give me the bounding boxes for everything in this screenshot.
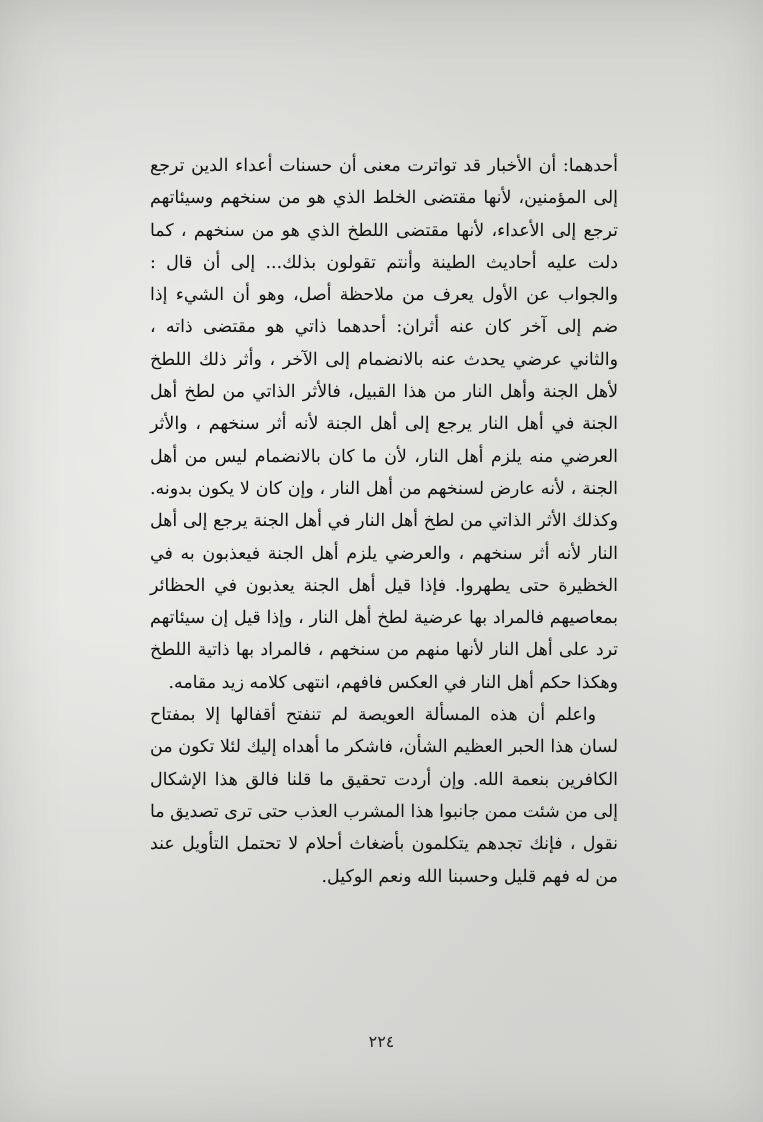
paragraph-2: واعلم أن هذه المسألة العويصة لم تنفتح أقفالها إلا بمفتاح لسان هذا الحبر العظيم الشأن، فاشكر ما أهداه إليك لئلا تكون من الكافرين بنعمة الله. وإن أردت تحقيق ما قلنا فالق هذا الإشكال إلى من شئت ممن جانبوا هذا المشرب العذب حتى ترى تصديق ما نقول ، فإنك تجدهم يتكلمون بأضغاث أحلام لا تحتمل التأويل عند من له فهم قليل وحسبنا الله ونعم الوكيل. (150, 705, 618, 887)
body-text (150, 150, 618, 893)
page-number: ٢٢٤ (368, 1032, 395, 1051)
paragraph-1: أحدهما: أن الأخبار قد تواترت معنى أن حسنات أعداء الدين ترجع إلى المؤمنين، لأنها مقتضى الخلط الذي هو من سنخهم وسيئاتهم ترجع إلى الأعداء، لأنها مقتضى اللطخ الذي هو من سنخهم ، كما دلت عليه أحاديث الطينة وأنتم تقولون بذلك... إلى أن قال : والجواب عن الأول يعرف من ملاحظة أصل، وهو أن الشيء إذا ضم إلى آخر كان عنه أثران: أحدهما ذاتي هو مقتضى ذاته ، والثاني عرضي يحدث عنه بالانضمام إلى الآخر ، وأثر ذلك اللطخ لأهل الجنة وأهل النار من هذا القبيل، فالأثر الذاتي من لطخ أهل الجنة في أهل النار يرجع إلى أهل الجنة لأنه أثر سنخهم ، والأثر العرضي منه يلزم أهل النار، لأن ما كان بالانضمام ليس من أهل الجنة ، لأنه عارض لسنخهم من أهل النار ، وإن كان لا يكون بدونه. وكذلك الأثر الذاتي من لطخ أهل النار في أهل الجنة يرجع إلى أهل النار لأنه أثر سنخهم ، والعرضي يلزم أهل الجنة فيعذبون به في الخظيرة حتى يطهروا. فإذا قيل أهل الجنة يعذبون في الحظائر بمعاصيهم فالمراد بها عرضية لطخ أهل النار ، وإذا قيل إن سيئاتهم ترد على أهل النار لأنها منهم من سنخهم ، فالمراد بها ذاتية اللطخ وهكذا حكم أهل النار في العكس فافهم، انتهى كلامه زيد مقامه. (150, 156, 618, 693)
